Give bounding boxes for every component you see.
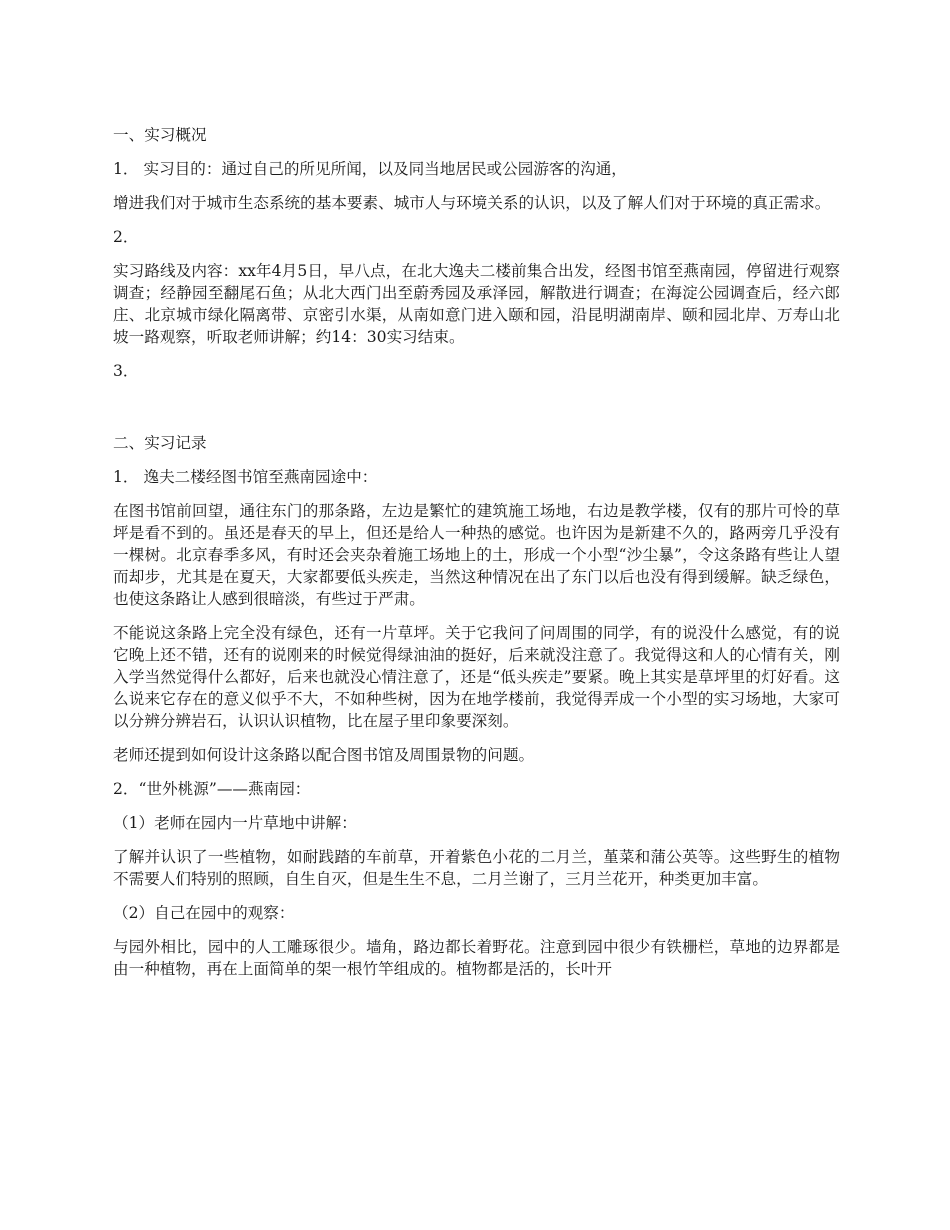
- section2-sub2-body: 与园外相比，园中的人工雕琢很少。墙角，路边都长着野花。注意到园中很少有铁栅栏，草地的边界都是由一种植物，再在上面简单的架一根竹竿组成的。植物都是活的，长叶开: [113, 938, 840, 978]
- section2-item1-title: 1． 逸夫二楼经图书馆至燕南园途中：: [113, 468, 378, 486]
- section-gap: [113, 394, 840, 432]
- section2-item2-title: 2．“世外桃源”——燕南园：: [113, 780, 311, 798]
- section1-item1-body: 增进我们对于城市生态系统的基本要素、城市人与环境关系的认识，以及了解人们对于环境的真正需求。: [113, 194, 831, 212]
- section2-paragraph-3: 老师还提到如何设计这条路以配合图书馆及周围景物的问题。: [113, 746, 535, 764]
- section2-paragraph-1: 在图书馆前回望，通往东门的那条路，左边是繁忙的建筑施工场地，右边是教学楼，仅有的那片可怜的草坪是看不到的。虽还是春天的早上，但还是给人一种热的感觉。也许因为是新建不久的，路两旁几乎没有一棵树。北京春季多风，有时还会夹杂着施工场地上的土，形成一个小型“沙尘暴”，令这条路有些让人望而却步，尤其是在夏天，大家都要低头疾走，当然这种情况在出了东门以后也没有得到缓解。缺乏绿色，也使这条路让人感到很暗淡，有些过于严肃。: [113, 502, 840, 608]
- section1-item1-title: 1． 实习目的：通过自己的所见所闻，以及同当地居民或公园游客的沟通，: [113, 160, 627, 178]
- section1-item3-number: 3．: [113, 362, 139, 380]
- section2-sub2-title: （2）自己在园中的观察：: [113, 904, 295, 922]
- section2-sub1-body: 了解并认识了一些植物，如耐践踏的车前草，开着紫色小花的二月兰，堇菜和蒲公英等。这些野生的植物不需要人们特别的照顾，自生自灭，但是生生不息，二月兰谢了，三月兰花开，种类更加丰富。: [113, 848, 840, 888]
- document-page: [113, 124, 840, 992]
- section1-heading: 一、实习概况: [113, 126, 207, 144]
- section1-item2-body: 实习路线及内容：xx年4月5日，早八点，在北大逸夫二楼前集合出发，经图书馆至燕南园，停留进行观察调查；经静园至翻尾石鱼；从北大西门出至蔚秀园及承泽园，解散进行调查；在海淀公园调查后，经六郎庄、北京城市绿化隔离带、京密引水渠，从南如意门进入颐和园，沿昆明湖南岸、颐和园北岸、万寿山北坡一路观察，听取老师讲解；约14：30实习结束。: [113, 262, 840, 346]
- section2-sub1-title: （1）老师在园内一片草地中讲解：: [113, 814, 357, 832]
- section1-item2-number: 2．: [113, 228, 139, 246]
- section2-heading: 二、实习记录: [113, 434, 207, 452]
- section2-paragraph-2: 不能说这条路上完全没有绿色，还有一片草坪。关于它我问了问周围的同学，有的说没什么感觉，有的说它晚上还不错，还有的说刚来的时候觉得绿油油的挺好，后来就没注意了。我觉得这和人的心情有关，刚入学当然觉得什么都好，后来也就没心情注意了，还是“低头疾走”要紧。晚上其实是草坪里的灯好看。这么说来它存在的意义似乎不大，不如种些树，因为在地学楼前，我觉得弄成一个小型的实习场地，大家可以分辨分辨岩石，认识认识植物，比在屋子里印象要深刻。: [113, 624, 840, 730]
